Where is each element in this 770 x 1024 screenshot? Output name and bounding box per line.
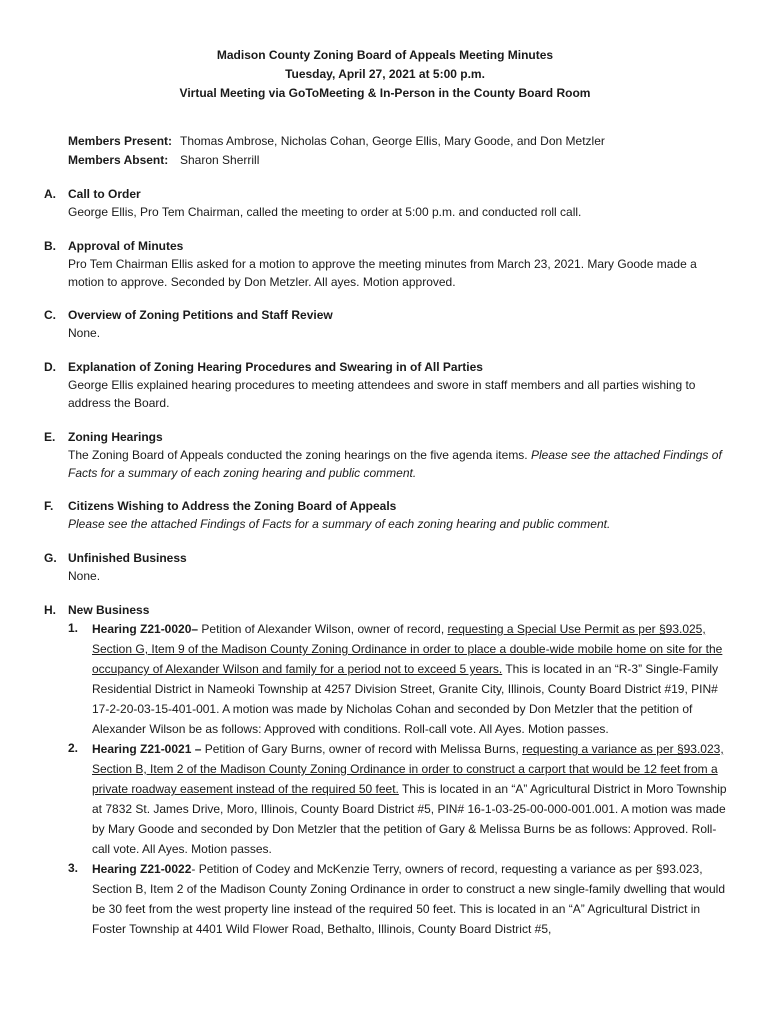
section-e-title: Zoning Hearings xyxy=(68,430,163,444)
section-h-title: New Business xyxy=(68,603,150,617)
members-absent-label: Members Absent: xyxy=(68,153,169,167)
section-e-body xyxy=(68,446,734,482)
hearing-item-request: requesting a variance as per §93.023, Section B, Item 2 of the Madison County Zoning Ordinance in order to construct a carport that would be 12 feet from a private roadway easement instead of the required 50 feet. xyxy=(92,742,724,796)
section-b-body: Pro Tem Chairman Ellis asked for a motion to approve the meeting minutes from March 23, 2021. Mary Goode made a motion to approve. Seconded by Don Metzler. All ayes. Motion approved. xyxy=(68,257,697,289)
section-b-letter: B. xyxy=(44,239,56,253)
header-date: Tuesday, April 27, 2021 at 5:00 p.m. xyxy=(285,67,485,81)
hearing-item-details: This is located in an “R-3” Single-Family Residential District in Nameoki Township at 4257 Division Street, Granite City, Illinois, County Board District #19, PIN# 17-2-20-03-15-401-001. A motion was made by Nicholas Cohan and seconded by Don Metzler that the petition of Alexander Wilson be as follows: Approved with conditions. Roll-call vote. All Ayes. Motion passes. xyxy=(92,662,719,736)
section-c-body: None. xyxy=(68,326,101,340)
section-f-title: Citizens Wishing to Address the Zoning Board of Appeals xyxy=(68,499,397,513)
section-a-letter: A. xyxy=(44,187,56,201)
section-c-title: Overview of Zoning Petitions and Staff Review xyxy=(68,308,333,322)
members-present-value: Thomas Ambrose, Nicholas Cohan, George Ellis, Mary Goode, and Don Metzler xyxy=(180,134,605,148)
hearing-item-intro: - Petition of Codey and McKenzie Terry, owners of record, requesting a variance as per §93.023, Section B, Item 2 of the Madison County Zoning Ordinance in order to construct a new single-family dwelling that would be 30 feet from the west property line instead of the required 50 feet. This is located in an “A” Agricultural District in Foster Township at 4401 Wild Flower Road, Bethalto, Illinois, County Board District #5, xyxy=(92,862,725,936)
hearing-item-number: 3. xyxy=(68,861,79,875)
section-f xyxy=(44,497,734,533)
section-e-letter: E. xyxy=(44,430,56,444)
section-c-letter: C. xyxy=(44,308,56,322)
hearing-item-number: 1. xyxy=(68,621,79,635)
section-g-body: None. xyxy=(68,569,101,583)
section-c xyxy=(44,306,734,342)
members-block xyxy=(68,132,748,170)
section-b-title: Approval of Minutes xyxy=(68,239,184,253)
hearing-item-text xyxy=(92,859,734,939)
section-h xyxy=(44,601,734,939)
hearing-item xyxy=(68,619,734,739)
section-e xyxy=(44,428,734,482)
hearing-item-details: This is located in an “A” Agricultural District in Moro Township at 7832 St. James Drive, Moro, Illinois, County Board District #5, PIN# 16-1-03-25-00-000-001.001. A motion was made by Mary Goode and seconded by Don Metzler that the petition of Gary & Melissa Burns be as follows: Approved. Roll-call vote. All Ayes. Motion passes. xyxy=(92,782,727,856)
hearing-item xyxy=(68,859,734,939)
section-d-body: George Ellis explained hearing procedures to meeting attendees and swore in staff members and all parties wishing to address the Board. xyxy=(68,378,696,410)
section-e-italic-note: Please see the attached Findings of Facts for a summary of each zoning hearing and public comment. xyxy=(68,448,722,480)
hearing-item-title: Hearing Z21-0020– xyxy=(92,622,199,636)
hearing-item-title: Hearing Z21-0021 – xyxy=(92,742,202,756)
section-d xyxy=(44,358,734,412)
section-f-letter: F. xyxy=(44,499,54,513)
members-present-label: Members Present: xyxy=(68,134,173,148)
header-location: Virtual Meeting via GoToMeeting & In-Person in the County Board Room xyxy=(179,86,591,100)
section-a xyxy=(44,185,734,221)
section-d-title: Explanation of Zoning Hearing Procedures and Swearing in of All Parties xyxy=(68,360,483,374)
members-present-row xyxy=(68,132,748,151)
section-e-text: The Zoning Board of Appeals conducted the zoning hearings on the five agenda items. xyxy=(68,448,531,462)
section-g-letter: G. xyxy=(44,551,57,565)
hearing-item-intro: Petition of Alexander Wilson, owner of record, xyxy=(198,622,448,636)
hearing-item-title: Hearing Z21-0022 xyxy=(92,862,192,876)
section-b xyxy=(44,237,734,291)
section-d-letter: D. xyxy=(44,360,56,374)
section-g-title: Unfinished Business xyxy=(68,551,187,565)
members-absent-row xyxy=(68,151,748,170)
section-g xyxy=(44,549,734,585)
hearing-item-number: 2. xyxy=(68,741,79,755)
section-f-body: Please see the attached Findings of Facts for a summary of each zoning hearing and public comment. xyxy=(68,517,611,531)
hearing-item-request: requesting a Special Use Permit as per §93.025, Section G, Item 9 of the Madison County Zoning Ordinance in order to place a double-wide mobile home on site for the occupancy of Alexander Wilson and family for a period not to exceed 5 years. xyxy=(92,622,723,676)
hearing-item-text xyxy=(92,739,734,859)
document-header xyxy=(0,46,770,103)
section-a-body: George Ellis, Pro Tem Chairman, called the meeting to order at 5:00 p.m. and conducted roll call. xyxy=(68,205,582,219)
section-h-letter: H. xyxy=(44,603,56,617)
hearing-item-text xyxy=(92,619,734,739)
section-a-title: Call to Order xyxy=(68,187,141,201)
header-title: Madison County Zoning Board of Appeals Meeting Minutes xyxy=(216,48,554,62)
hearing-item xyxy=(68,739,734,859)
hearing-item-intro: Petition of Gary Burns, owner of record with Melissa Burns, xyxy=(201,742,523,756)
members-absent-value: Sharon Sherrill xyxy=(180,153,260,167)
